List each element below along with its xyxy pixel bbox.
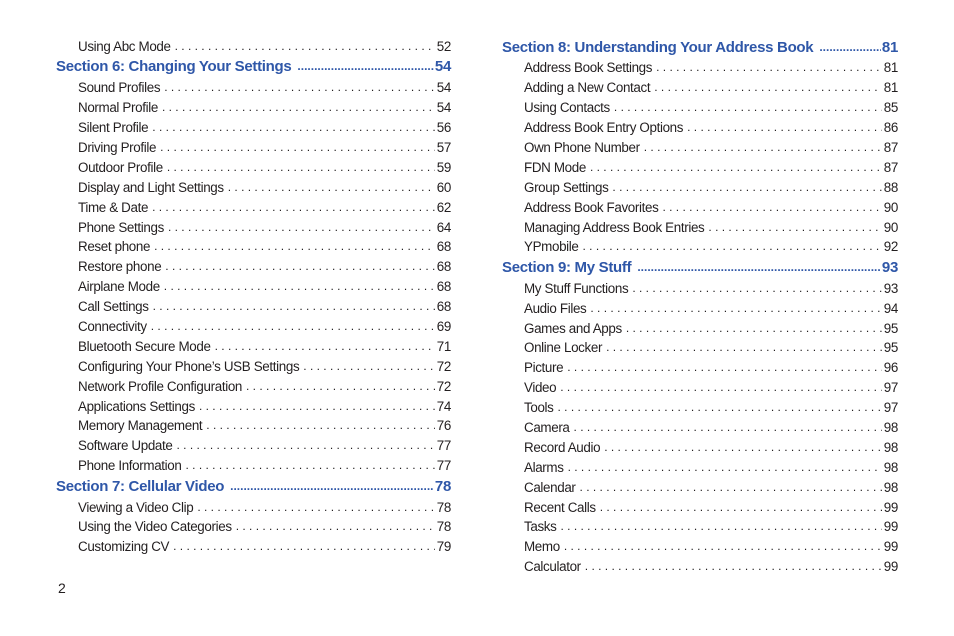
toc-page-number: 87 [883, 159, 898, 175]
dot-leader [654, 81, 882, 93]
toc-page-number: 62 [436, 199, 451, 215]
dot-leader [177, 439, 435, 451]
dot-leader [560, 381, 882, 393]
dot-leader [215, 340, 435, 352]
dot-leader [175, 40, 435, 52]
toc-page-number: 71 [436, 338, 451, 354]
toc-entry-title: Phone Information [78, 458, 182, 474]
toc-page-number: 99 [883, 559, 898, 575]
toc-page-number: 60 [436, 179, 451, 195]
toc-page-number: 98 [883, 479, 898, 495]
toc-entry[interactable] [56, 354, 451, 374]
toc-entry[interactable] [502, 495, 898, 515]
toc-entry-title: Airplane Mode [78, 279, 160, 295]
toc-page-number: 79 [436, 539, 451, 555]
toc-page-number: 76 [436, 418, 451, 434]
toc-entry-title: Alarms [524, 459, 564, 475]
dot-leader [152, 121, 435, 133]
toc-page-number: 52 [436, 38, 451, 54]
dot-leader [173, 540, 435, 552]
toc-entry-title: Address Book Settings [524, 60, 653, 76]
toc-entry[interactable] [502, 115, 898, 135]
toc-page-number: 78 [436, 499, 451, 515]
toc-entry[interactable] [502, 235, 898, 255]
toc-page-number: 54 [434, 58, 451, 76]
toc-section-heading[interactable] [56, 473, 451, 495]
page-number: 2 [58, 580, 66, 596]
toc-entry[interactable] [56, 115, 451, 135]
toc-page-number: 68 [436, 239, 451, 255]
toc-entry-title: Section 9: My Stuff [502, 258, 632, 276]
dot-leader [614, 101, 882, 113]
dot-leader [167, 161, 435, 173]
toc-entry[interactable] [56, 453, 451, 473]
toc-page-number: 57 [436, 139, 451, 155]
toc-entry[interactable] [502, 435, 898, 455]
dot-leader [819, 41, 881, 53]
toc-entry[interactable] [502, 75, 898, 95]
dot-leader [590, 161, 882, 173]
toc-entry[interactable] [502, 395, 898, 415]
toc-entry[interactable] [502, 316, 898, 336]
toc-entry-title: Group Settings [524, 179, 609, 195]
toc-page-number: 95 [883, 320, 898, 336]
dot-leader [164, 81, 435, 93]
dot-leader [199, 400, 435, 412]
toc-entry[interactable] [56, 195, 451, 215]
dot-leader [656, 61, 882, 73]
toc-entry[interactable] [56, 534, 451, 554]
toc-entry-title: Using the Video Categories [78, 519, 232, 535]
dot-leader [580, 481, 882, 493]
toc-entry[interactable] [56, 294, 451, 314]
toc-entry[interactable] [502, 534, 898, 554]
toc-entry[interactable] [56, 495, 451, 515]
toc-entry[interactable] [56, 314, 451, 334]
toc-entry-title: Address Book Favorites [524, 199, 659, 215]
toc-entry-title: Software Update [78, 438, 173, 454]
toc-entry-title: Customizing CV [78, 539, 170, 555]
toc-entry-title: Tasks [524, 519, 557, 535]
toc-entry-title: Section 6: Changing Your Settings [56, 58, 292, 76]
toc-entry-title: Connectivity [78, 318, 147, 334]
toc-entry-title: FDN Mode [524, 159, 586, 175]
toc-page-number: 87 [883, 139, 898, 155]
toc-entry-title: My Stuff Functions [524, 280, 629, 296]
toc-entry[interactable] [56, 235, 451, 255]
toc-page-number: 85 [883, 100, 898, 116]
toc-entry-title: Restore phone [78, 259, 162, 275]
toc-entry-title: Address Book Entry Options [524, 120, 684, 136]
toc-entry-title: Games and Apps [524, 320, 622, 336]
toc-page-number: 68 [436, 259, 451, 275]
toc-entry[interactable] [502, 215, 898, 235]
dot-leader [560, 520, 881, 532]
toc-page-number: 90 [883, 219, 898, 235]
toc-page-number: 97 [883, 380, 898, 396]
toc-page-number: 69 [436, 318, 451, 334]
toc-entry-title: Phone Settings [78, 219, 164, 235]
toc-page-number: 98 [883, 459, 898, 475]
toc-entry-title: Online Locker [524, 340, 603, 356]
toc-entry[interactable] [502, 195, 898, 215]
toc-page-number: 94 [883, 300, 898, 316]
dot-leader [153, 300, 435, 312]
dot-leader [151, 320, 435, 332]
toc-page-number: 93 [883, 280, 898, 296]
toc-page-number: 54 [436, 100, 451, 116]
toc-entry-title: Normal Profile [78, 100, 158, 116]
toc-entry[interactable] [502, 375, 898, 395]
dot-leader [626, 322, 882, 334]
toc-page-number: 98 [883, 420, 898, 436]
toc-entry[interactable] [502, 175, 898, 195]
toc-page-number: 64 [436, 219, 451, 235]
dot-leader [197, 501, 434, 513]
toc-entry[interactable] [502, 276, 898, 296]
dot-leader [230, 480, 434, 492]
toc-page-number: 99 [883, 539, 898, 555]
toc-entry-title: YPmobile [524, 239, 579, 255]
dot-leader [600, 501, 882, 513]
toc-page-number: 93 [881, 258, 898, 276]
toc-entry-title: Outdoor Profile [78, 159, 163, 175]
toc-entry-title: Audio Files [524, 300, 587, 316]
toc-page-number: 72 [436, 358, 451, 374]
toc-section-heading[interactable] [502, 254, 898, 276]
toc-entry[interactable] [502, 56, 898, 76]
toc-page-number: 96 [883, 360, 898, 376]
toc-entry[interactable] [502, 135, 898, 155]
toc-entry[interactable] [56, 175, 451, 195]
toc-page-number: 78 [434, 477, 451, 495]
toc-entry[interactable] [502, 515, 898, 535]
toc-page-number: 81 [883, 80, 898, 96]
toc-entry-title: Sound Profiles [78, 80, 161, 96]
toc-entry[interactable] [56, 254, 451, 274]
dot-leader [687, 121, 882, 133]
dot-leader [558, 401, 882, 413]
toc-page-number: 72 [436, 378, 451, 394]
dot-leader [574, 421, 882, 433]
toc-page-number: 74 [436, 398, 451, 414]
dot-leader [564, 540, 882, 552]
toc-section-heading[interactable] [502, 34, 898, 56]
toc-entry-title: Call Settings [78, 299, 149, 315]
toc-entry[interactable] [56, 374, 451, 394]
toc-entry-title: Using Abc Mode [78, 38, 171, 54]
toc-page-number: 97 [883, 400, 898, 416]
toc-entry-title: Memory Management [78, 418, 203, 434]
toc-page-number: 88 [883, 179, 898, 195]
toc-section-heading[interactable] [56, 54, 451, 76]
toc-page-number: 95 [883, 340, 898, 356]
toc-entry-title: Managing Address Book Entries [524, 219, 705, 235]
toc-entry-title: Configuring Your Phone’s USB Settings [78, 358, 300, 374]
toc-entry-title: Reset phone [78, 239, 151, 255]
toc-entry-title: Tools [524, 400, 554, 416]
toc-page-number: 68 [436, 279, 451, 295]
toc-entry-title: Using Contacts [524, 100, 610, 116]
toc-entry[interactable] [56, 515, 451, 535]
dot-leader [644, 141, 882, 153]
toc-entry-title: Viewing a Video Clip [78, 499, 194, 515]
toc-entry[interactable] [56, 215, 451, 235]
toc-entry[interactable] [502, 455, 898, 475]
dot-leader [206, 419, 435, 431]
toc-page-number: 56 [436, 120, 451, 136]
toc-entry-title: Memo [524, 539, 560, 555]
toc-page-number: 81 [881, 38, 898, 56]
dot-leader [162, 101, 435, 113]
dot-leader [632, 282, 881, 294]
dot-leader [165, 260, 435, 272]
toc-page-number: 90 [883, 199, 898, 215]
toc-entry[interactable] [56, 433, 451, 453]
toc-entry[interactable] [56, 95, 451, 115]
dot-leader [154, 240, 435, 252]
dot-leader [568, 461, 882, 473]
toc-page-number: 59 [436, 159, 451, 175]
dot-leader [590, 302, 881, 314]
toc-page-number: 77 [436, 438, 451, 454]
toc-entry-title: Silent Profile [78, 120, 149, 136]
toc-page-number: 98 [883, 439, 898, 455]
toc-entry[interactable] [502, 296, 898, 316]
dot-leader [160, 141, 435, 153]
dot-leader [637, 261, 881, 273]
toc-page-number: 54 [436, 80, 451, 96]
toc-page-number: 99 [883, 519, 898, 535]
toc-entry-title: Applications Settings [78, 398, 195, 414]
dot-leader [303, 360, 435, 372]
toc-entry[interactable] [56, 34, 451, 54]
toc-entry[interactable] [56, 155, 451, 175]
toc-entry-title: Record Audio [524, 439, 601, 455]
toc-entry[interactable] [502, 95, 898, 115]
toc-page-number: 81 [883, 60, 898, 76]
dot-leader [236, 520, 435, 532]
toc-entry[interactable] [56, 394, 451, 414]
dot-leader [708, 221, 881, 233]
toc-entry-title: Time & Date [78, 199, 149, 215]
toc-entry-title: Camera [524, 420, 570, 436]
toc-entry-title: Calendar [524, 479, 576, 495]
toc-entry-title: Bluetooth Secure Mode [78, 338, 211, 354]
toc-page-number: 86 [883, 120, 898, 136]
dot-leader [228, 181, 435, 193]
toc-page-number: 99 [883, 499, 898, 515]
dot-leader [152, 201, 435, 213]
toc-entry[interactable] [502, 475, 898, 495]
dot-leader [606, 341, 882, 353]
dot-leader [612, 181, 881, 193]
toc-page-number: 77 [436, 458, 451, 474]
toc-entry[interactable] [56, 135, 451, 155]
toc-left-column [56, 34, 451, 554]
toc-entry-title: Display and Light Settings [78, 179, 224, 195]
dot-leader [583, 240, 882, 252]
toc-entry-title: Own Phone Number [524, 139, 640, 155]
toc-entry-title: Video [524, 380, 557, 396]
toc-entry-title: Picture [524, 360, 564, 376]
toc-entry[interactable] [56, 274, 451, 294]
toc-entry[interactable] [56, 334, 451, 354]
toc-entry[interactable] [502, 155, 898, 175]
dot-leader [567, 361, 882, 373]
dot-leader [168, 221, 435, 233]
toc-entry-title: Section 8: Understanding Your Address Book [502, 38, 814, 56]
dot-leader [585, 560, 882, 572]
toc-right-column [502, 34, 898, 574]
toc-entry[interactable] [502, 355, 898, 375]
toc-entry-title: Recent Calls [524, 499, 596, 515]
dot-leader [662, 201, 881, 213]
dot-leader [297, 60, 434, 72]
toc-page-number: 78 [436, 519, 451, 535]
dot-leader [604, 441, 882, 453]
toc-entry-title: Network Profile Configuration [78, 378, 243, 394]
toc-entry[interactable] [502, 554, 898, 574]
dot-leader [246, 380, 435, 392]
toc-entry[interactable] [56, 414, 451, 434]
toc-entry-title: Driving Profile [78, 139, 157, 155]
toc-entry[interactable] [502, 415, 898, 435]
toc-entry[interactable] [502, 336, 898, 356]
toc-entry-title: Section 7: Cellular Video [56, 477, 225, 495]
toc-entry-title: Adding a New Contact [524, 80, 651, 96]
dot-leader [185, 459, 434, 471]
dot-leader [164, 280, 435, 292]
toc-page-number: 92 [883, 239, 898, 255]
toc-entry-title: Calculator [524, 559, 581, 575]
toc-page-number: 68 [436, 299, 451, 315]
toc-entry[interactable] [56, 75, 451, 95]
